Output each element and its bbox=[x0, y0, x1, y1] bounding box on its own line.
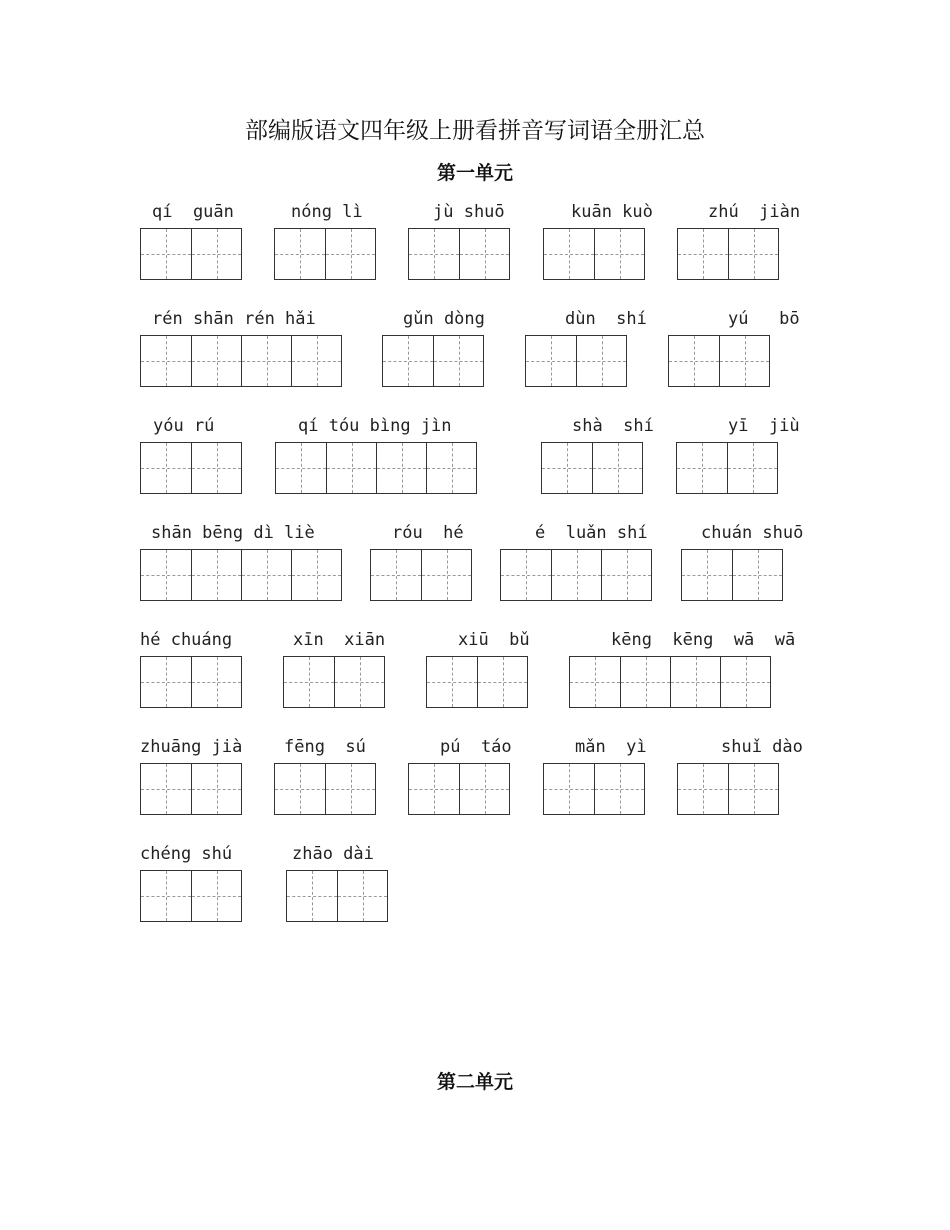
writing-grid bbox=[500, 549, 652, 601]
character-cell bbox=[275, 229, 325, 279]
word-row bbox=[0, 737, 950, 837]
writing-grid bbox=[286, 870, 388, 922]
pinyin: qí tóu bìng jìn bbox=[298, 416, 452, 436]
character-cell bbox=[594, 764, 644, 814]
writing-grid bbox=[140, 549, 342, 601]
character-cell bbox=[544, 764, 594, 814]
character-cell bbox=[409, 764, 459, 814]
character-cell bbox=[141, 336, 191, 386]
character-cell bbox=[409, 229, 459, 279]
character-cell bbox=[682, 550, 732, 600]
character-cell bbox=[727, 443, 777, 493]
writing-grid bbox=[140, 442, 242, 494]
pinyin: chuán shuō bbox=[701, 523, 804, 543]
writing-grid bbox=[140, 870, 242, 922]
character-cell bbox=[678, 229, 728, 279]
character-cell bbox=[421, 550, 471, 600]
character-cell bbox=[141, 443, 191, 493]
writing-grid bbox=[569, 656, 771, 708]
character-cell bbox=[191, 657, 241, 707]
character-cell bbox=[426, 443, 476, 493]
writing-grid bbox=[283, 656, 385, 708]
writing-grid bbox=[541, 442, 643, 494]
pinyin: kuān kuò bbox=[571, 202, 653, 222]
writing-grid bbox=[677, 228, 779, 280]
word-row bbox=[0, 523, 950, 623]
writing-grid bbox=[681, 549, 783, 601]
character-cell bbox=[501, 550, 551, 600]
character-cell bbox=[544, 229, 594, 279]
word-row bbox=[0, 416, 950, 516]
unit-heading-1: 第一单元 bbox=[436, 162, 513, 184]
character-cell bbox=[191, 443, 241, 493]
pinyin: é luǎn shí bbox=[535, 523, 648, 543]
character-cell bbox=[241, 550, 291, 600]
pinyin: rén shān rén hǎi bbox=[152, 309, 316, 329]
writing-grid bbox=[677, 763, 779, 815]
writing-grid bbox=[140, 335, 342, 387]
pinyin: qí guān bbox=[152, 202, 234, 222]
writing-grid bbox=[668, 335, 770, 387]
character-cell bbox=[732, 550, 782, 600]
writing-grid bbox=[140, 228, 242, 280]
character-cell bbox=[291, 550, 341, 600]
pinyin: pú táo bbox=[440, 737, 512, 757]
pinyin: zhuāng jià bbox=[140, 737, 243, 757]
pinyin: hé chuáng bbox=[140, 630, 233, 650]
character-cell bbox=[141, 657, 191, 707]
pinyin: jù shuō bbox=[433, 202, 505, 222]
pinyin: nóng lì bbox=[291, 202, 363, 222]
pinyin: shà shí bbox=[572, 416, 654, 436]
character-cell bbox=[141, 764, 191, 814]
character-cell bbox=[376, 443, 426, 493]
character-cell bbox=[719, 336, 769, 386]
writing-grid bbox=[140, 656, 242, 708]
character-cell bbox=[191, 871, 241, 921]
writing-grid bbox=[676, 442, 778, 494]
character-cell bbox=[284, 657, 334, 707]
character-cell bbox=[241, 336, 291, 386]
character-cell bbox=[620, 657, 670, 707]
character-cell bbox=[601, 550, 651, 600]
unit-heading-2: 第二单元 bbox=[436, 1071, 513, 1093]
pinyin: chéng shú bbox=[140, 844, 233, 864]
pinyin: zhú jiàn bbox=[708, 202, 801, 222]
word-row bbox=[0, 844, 950, 944]
character-cell bbox=[542, 443, 592, 493]
character-cell bbox=[141, 871, 191, 921]
character-cell bbox=[459, 764, 509, 814]
character-cell bbox=[141, 229, 191, 279]
pinyin: róu hé bbox=[392, 523, 464, 543]
writing-grid bbox=[408, 763, 510, 815]
pinyin: gǔn dòng bbox=[403, 309, 485, 329]
character-cell bbox=[526, 336, 576, 386]
pinyin: mǎn yì bbox=[575, 737, 647, 757]
character-cell bbox=[287, 871, 337, 921]
character-cell bbox=[334, 657, 384, 707]
pinyin: yú bō bbox=[728, 309, 800, 329]
character-cell bbox=[551, 550, 601, 600]
pinyin: zhāo dài bbox=[292, 844, 374, 864]
character-cell bbox=[141, 550, 191, 600]
character-cell bbox=[677, 443, 727, 493]
character-cell bbox=[477, 657, 527, 707]
pinyin: yóu rú bbox=[153, 416, 215, 436]
writing-grid bbox=[543, 763, 645, 815]
character-cell bbox=[383, 336, 433, 386]
character-cell bbox=[371, 550, 421, 600]
pinyin: xiū bǔ bbox=[458, 630, 530, 650]
character-cell bbox=[570, 657, 620, 707]
character-cell bbox=[291, 336, 341, 386]
writing-grid bbox=[274, 228, 376, 280]
writing-grid bbox=[382, 335, 484, 387]
page-title: 部编版语文四年级上册看拼音写词语全册汇总 bbox=[245, 118, 705, 144]
character-cell bbox=[325, 229, 375, 279]
character-cell bbox=[678, 764, 728, 814]
character-cell bbox=[191, 336, 241, 386]
character-cell bbox=[191, 550, 241, 600]
character-cell bbox=[325, 764, 375, 814]
writing-grid bbox=[408, 228, 510, 280]
character-cell bbox=[337, 871, 387, 921]
character-cell bbox=[326, 443, 376, 493]
writing-grid bbox=[274, 763, 376, 815]
character-cell bbox=[191, 764, 241, 814]
writing-grid bbox=[426, 656, 528, 708]
pinyin: xīn xiān bbox=[293, 630, 386, 650]
word-row bbox=[0, 630, 950, 730]
character-cell bbox=[427, 657, 477, 707]
pinyin: shān bēng dì liè bbox=[151, 523, 315, 543]
character-cell bbox=[276, 443, 326, 493]
writing-grid bbox=[140, 763, 242, 815]
pinyin: fēng sú bbox=[284, 737, 366, 757]
character-cell bbox=[592, 443, 642, 493]
character-cell bbox=[594, 229, 644, 279]
writing-grid bbox=[370, 549, 472, 601]
writing-grid bbox=[525, 335, 627, 387]
pinyin: shuǐ dào bbox=[721, 737, 803, 757]
character-cell bbox=[576, 336, 626, 386]
word-row bbox=[0, 202, 950, 302]
pinyin: kēng kēng wā wā bbox=[611, 630, 796, 650]
character-cell bbox=[728, 229, 778, 279]
character-cell bbox=[669, 336, 719, 386]
character-cell bbox=[433, 336, 483, 386]
word-row bbox=[0, 309, 950, 409]
pinyin: dùn shí bbox=[565, 309, 647, 329]
character-cell bbox=[275, 764, 325, 814]
writing-grid bbox=[543, 228, 645, 280]
pinyin: yī jiù bbox=[728, 416, 800, 436]
character-cell bbox=[459, 229, 509, 279]
character-cell bbox=[720, 657, 770, 707]
writing-grid bbox=[275, 442, 477, 494]
character-cell bbox=[728, 764, 778, 814]
character-cell bbox=[191, 229, 241, 279]
character-cell bbox=[670, 657, 720, 707]
